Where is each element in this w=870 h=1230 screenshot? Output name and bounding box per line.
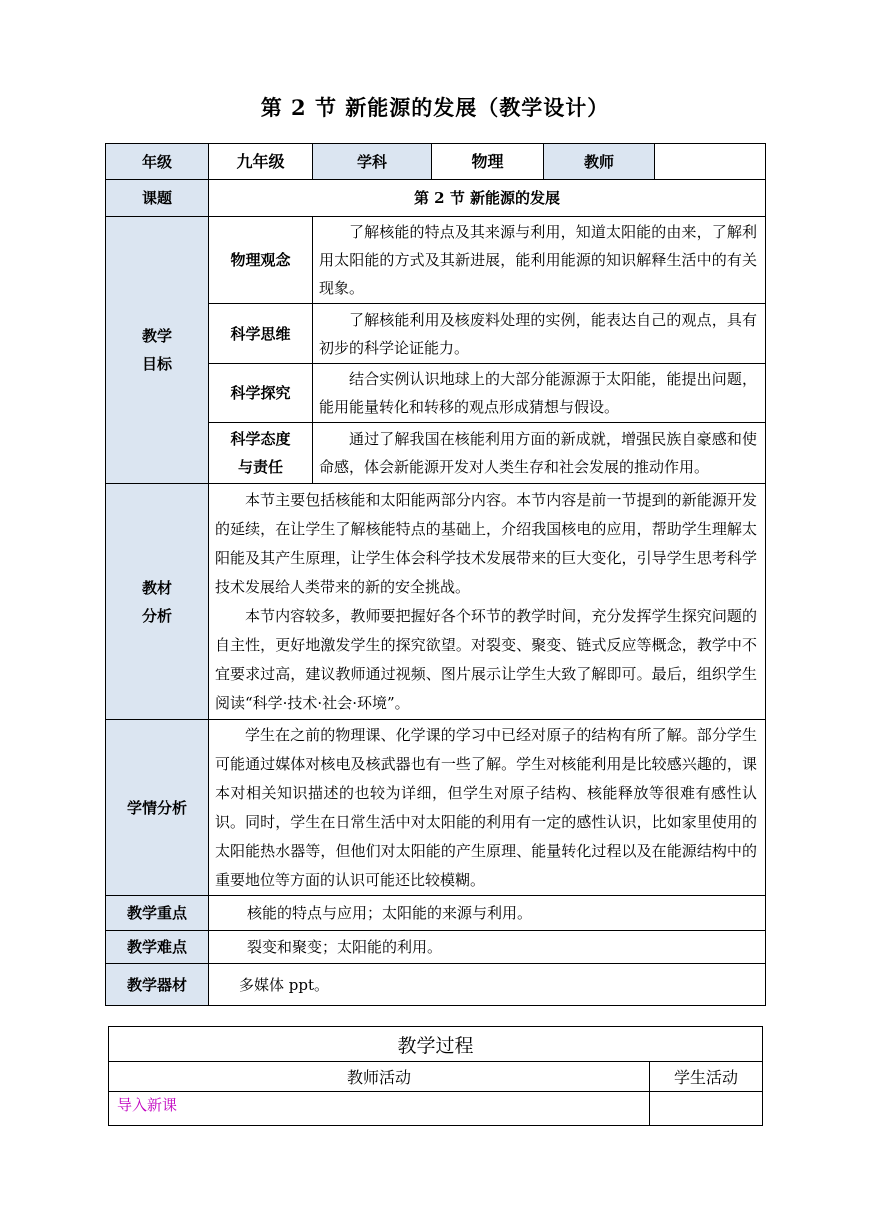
student-activity-cell (650, 1092, 763, 1126)
key-points-label: 教学重点 (106, 896, 209, 931)
grade-label: 年级 (106, 144, 209, 180)
table-row (106, 931, 766, 964)
students-paragraph: 学生在之前的物理课、化学课的学习中已经对原子的结构有所了解。部分学生可能通过媒体对核电及核武器也有一些了解。学生对核能利用是比较感兴趣的，课本对相关知识描述的也较为详细，但学生对原子结构、核能释放等很难有感性认识。同时，学生在日常生活中对太阳能的利用有一定的感性认识，比如家里使用的太阳能热水器等，但他们对太阳能的产生原理、能量转化过程以及在能源结构中的重要地位等方面的认识可能还比较模糊。 (215, 725, 757, 889)
objective-text-paragraph: 了解核能利用及核废料处理的实例，能表达自己的观点，具有初步的科学论证能力。 (319, 310, 757, 357)
objective-label-line1: 物理观念 (230, 251, 291, 269)
teacher-label: 教师 (544, 144, 655, 180)
table-row (106, 896, 766, 931)
students-label: 学情分析 (106, 720, 209, 896)
intro-step-label: 导入新课 (109, 1092, 650, 1126)
teacher-value (655, 144, 766, 180)
table-row (106, 180, 766, 217)
objective-label-line1: 科学态度 (230, 430, 291, 448)
objective-label-line1: 科学探究 (230, 384, 291, 402)
grade-value: 九年级 (209, 144, 313, 180)
objective-text-paragraph: 结合实例认识地球上的大部分能源源于太阳能，能提出问题，能用能量转化和转移的观点形成猜想与假设。 (319, 370, 757, 416)
objective-label (209, 423, 313, 484)
table-row (106, 964, 766, 1006)
objective-label-line1: 科学思维 (230, 324, 291, 343)
material-label-line2: 分析 (141, 606, 172, 625)
table-row (109, 1027, 763, 1062)
material-label (106, 484, 209, 720)
objectives-label (106, 217, 209, 484)
objective-text (313, 364, 766, 423)
objective-label (209, 217, 313, 304)
table-row (109, 1062, 763, 1092)
teaching-process-table (108, 1026, 763, 1126)
equipment-label: 教学器材 (106, 964, 209, 1006)
difficulties-label: 教学难点 (106, 931, 209, 964)
objective-label-line2: 与责任 (237, 458, 283, 476)
page-title: 第 2 节 新能源的发展（教学设计） (260, 95, 610, 120)
key-points-text: 核能的特点与应用；太阳能的来源与利用。 (209, 896, 766, 931)
material-paragraph: 本节主要包括核能和太阳能两部分内容。本节内容是前一节提到的新能源开发的延续，在让学生了解核能特点的基础上，介绍我国核电的应用，帮助学生理解太阳能及其产生原理，让学生体会科学技术发展带来的巨大变化，引导学生思考科学技术发展给人类带来的新的安全挑战。 (215, 490, 757, 596)
objective-label (209, 364, 313, 423)
equipment-text: 多媒体 ppt。 (209, 964, 766, 1006)
objective-text-paragraph: 了解核能的特点及其来源与利用，知道太阳能的由来，了解利用太阳能的方式及其新进展，能利用能源的知识解释生活中的有关现象。 (319, 223, 757, 297)
topic-value: 第 2 节 新能源的发展 (209, 180, 766, 217)
student-activity-header: 学生活动 (650, 1062, 763, 1092)
topic-label: 课题 (106, 180, 209, 217)
teacher-activity-header: 教师活动 (109, 1062, 650, 1092)
objectives-label-line1: 教学 (141, 327, 172, 345)
objective-text-paragraph: 通过了解我国在核能利用方面的新成就，增强民族自豪感和使命感，体会新能源开发对人类生存和社会发展的推动作用。 (319, 430, 757, 476)
table-row (106, 217, 766, 304)
lesson-info-table (105, 143, 766, 1006)
objectives-label-line2: 目标 (141, 355, 172, 373)
table-row (109, 1092, 763, 1126)
objective-text (313, 304, 766, 364)
material-label-line1: 教材 (141, 578, 172, 597)
difficulties-text: 裂变和聚变；太阳能的利用。 (209, 931, 766, 964)
table-row (106, 484, 766, 720)
objective-label (209, 304, 313, 364)
objective-text (313, 423, 766, 484)
subject-value: 物理 (432, 144, 544, 180)
material-text (209, 484, 766, 720)
table-row (106, 144, 766, 180)
objective-text (313, 217, 766, 304)
students-text (209, 720, 766, 896)
material-paragraph: 本节内容较多，教师要把握好各个环节的教学时间，充分发挥学生探究问题的自主性，更好地激发学生的探究欲望。对裂变、聚变、链式反应等概念，教学中不宜要求过高，建议教师通过视频、图片展示让学生大致了解即可。最后，组织学生阅读“科学·技术·社会·环境”。 (215, 606, 757, 712)
table-row (106, 720, 766, 896)
subject-label: 学科 (313, 144, 432, 180)
process-title: 教学过程 (109, 1027, 763, 1062)
